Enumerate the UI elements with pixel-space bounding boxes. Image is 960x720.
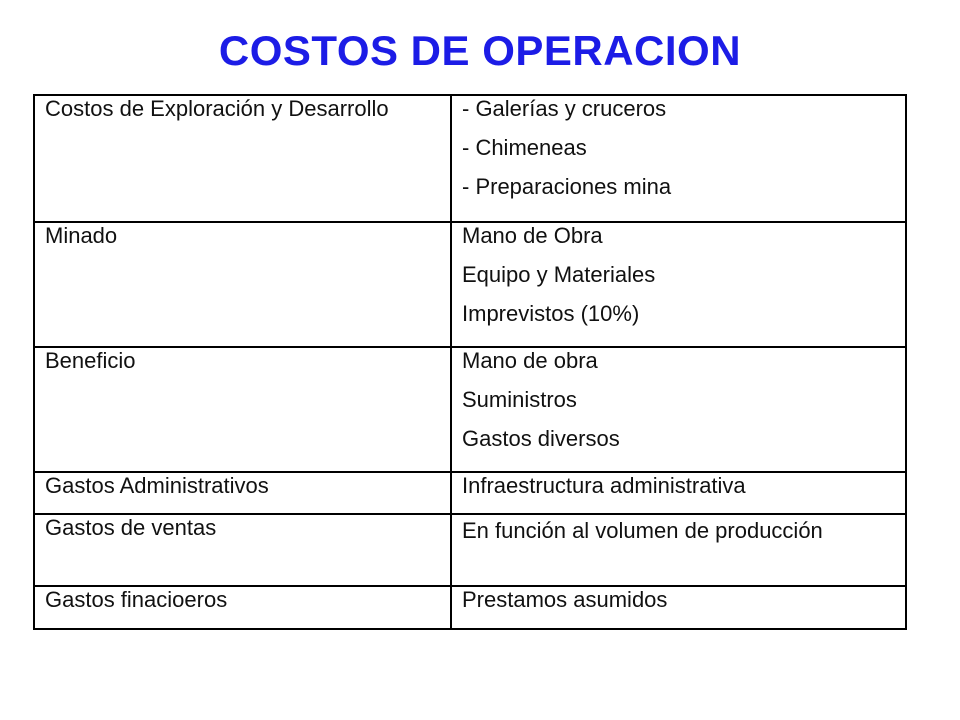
table-row	[34, 586, 906, 629]
cost-items-cell	[451, 222, 906, 347]
cost-category-cell: Gastos Administrativos	[34, 472, 451, 514]
cost-item: - Preparaciones mina	[462, 174, 672, 199]
table-row	[34, 347, 906, 472]
cost-item: Mano de obra	[462, 348, 598, 373]
cost-item: Prestamos asumidos	[462, 587, 668, 612]
cost-item: En función al volumen de producción	[462, 518, 823, 543]
cost-items-cell	[451, 514, 906, 586]
cost-items-cell	[451, 347, 906, 472]
cost-items-cell	[451, 586, 906, 629]
cost-category-cell: Gastos finacioeros	[34, 586, 451, 629]
cost-item: Infraestructura administrativa	[462, 473, 746, 498]
cost-category-cell: Minado	[34, 222, 451, 347]
table-row	[34, 514, 906, 586]
cost-items-cell	[451, 472, 906, 514]
table-row	[34, 472, 906, 514]
cost-category-cell: Costos de Exploración y Desarrollo	[34, 95, 451, 222]
cost-items-cell	[451, 95, 906, 222]
table-row	[34, 222, 906, 347]
table-row	[34, 95, 906, 222]
slide-title: COSTOS DE OPERACION	[218, 27, 742, 74]
cost-item: Suministros	[462, 387, 577, 412]
cost-item: - Chimeneas	[462, 135, 587, 160]
cost-item: Gastos diversos	[462, 426, 620, 451]
cost-category-cell: Beneficio	[34, 347, 451, 472]
cost-item: - Galerías y cruceros	[462, 96, 667, 121]
cost-category-cell: Gastos de ventas	[34, 514, 451, 586]
cost-item: Mano de Obra	[462, 223, 603, 248]
cost-item: Imprevistos (10%)	[462, 301, 640, 326]
operation-costs-table	[33, 94, 907, 630]
cost-item: Equipo y Materiales	[462, 262, 656, 287]
